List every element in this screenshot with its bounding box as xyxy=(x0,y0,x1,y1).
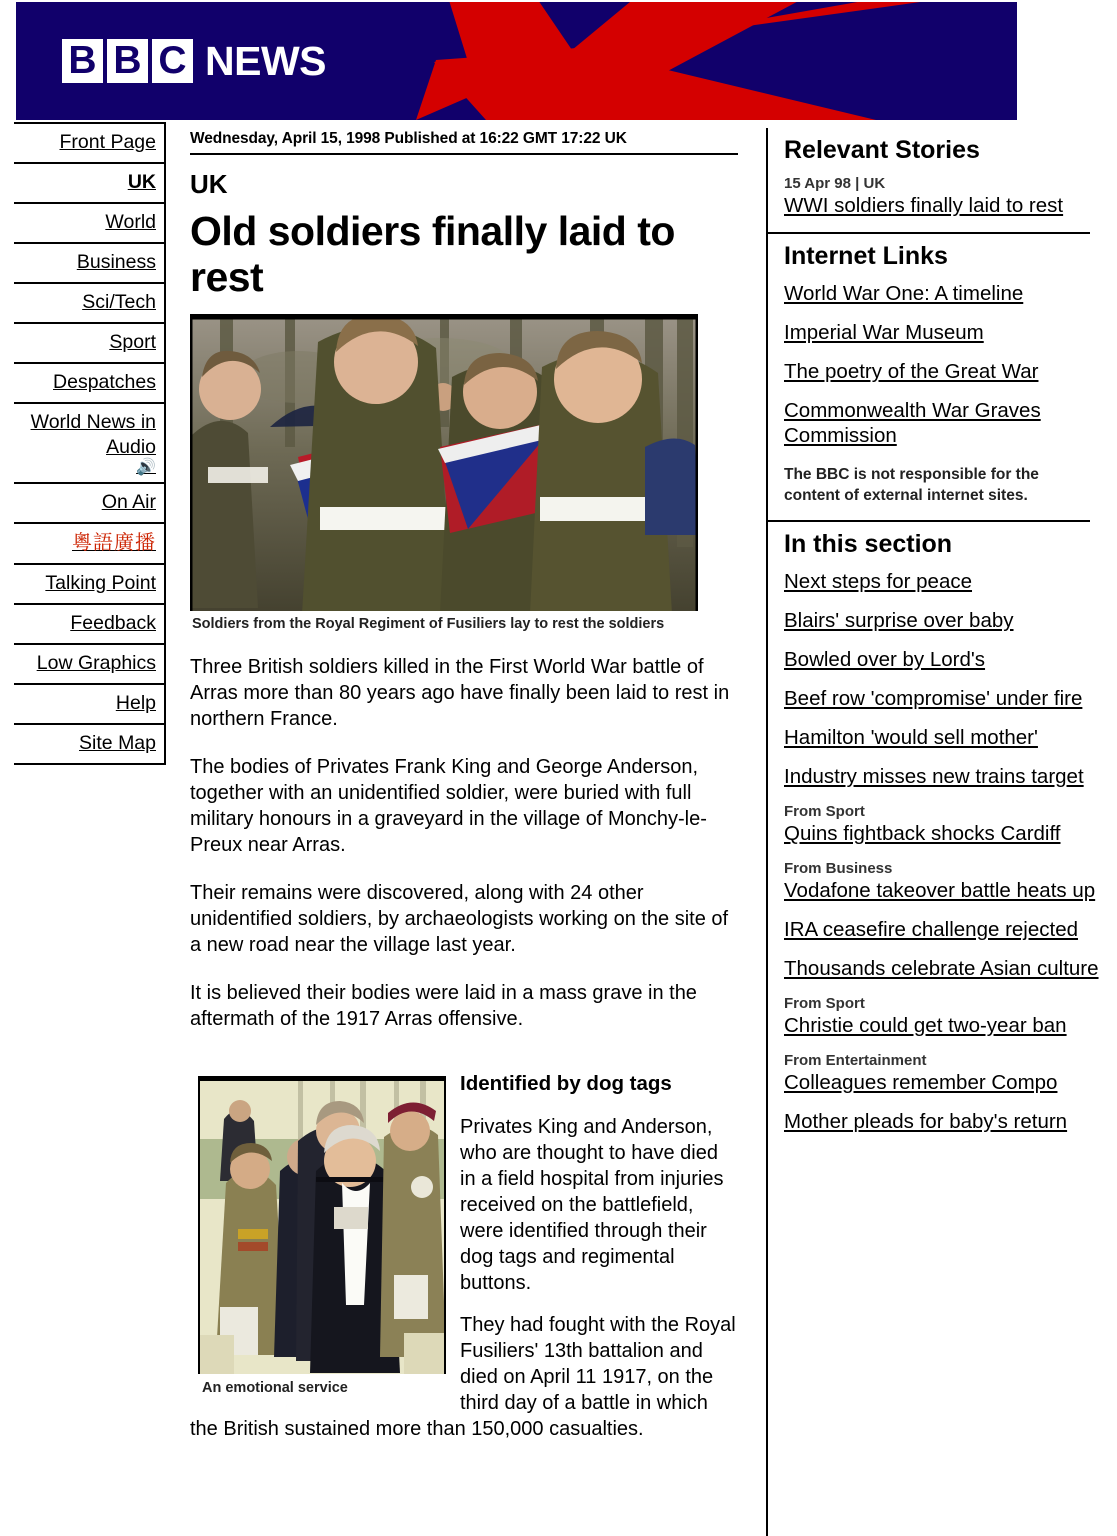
story-link[interactable]: Quins fightback shocks Cardiff xyxy=(784,822,1061,845)
sidebar-item-label: UK xyxy=(127,171,156,193)
sidebar-item-world-news-in-audio[interactable] xyxy=(14,404,164,484)
dog-tags-paragraph-2: They had fought with the Royal Fusiliers' 13th battalion and died on April 11 1917, on the third day of a battle in which the British sustained more than 150,000 casualties. xyxy=(190,1314,736,1440)
story-link[interactable]: Thousands celebrate Asian culture xyxy=(784,957,1099,980)
story-link[interactable]: WWI soldiers finally laid to rest xyxy=(784,194,1064,217)
sidebar-item-label: Low Graphics xyxy=(36,652,156,674)
news-wordmark: NEWS xyxy=(205,38,326,84)
story-link[interactable]: Industry misses new trains target xyxy=(784,765,1084,788)
sidebar-item-label: Despatches xyxy=(53,371,156,393)
external-links-disclaimer: The BBC is not responsible for the content of external internet sites. xyxy=(784,466,1039,504)
sidebar-item-label: Front Page xyxy=(59,131,156,153)
story-link[interactable]: Christie could get two-year ban xyxy=(784,1014,1067,1037)
sidebar-item-[interactable] xyxy=(14,524,164,565)
sidebar-item-sport[interactable] xyxy=(14,324,164,364)
sidebar-item-talking-point[interactable] xyxy=(14,565,164,605)
article-paragraph-2: The bodies of Privates Frank King and George Anderson, together with an unidentified soldier, were buried with full military honours in a graveyard in the village of Monchy-le-Preux near Arras. xyxy=(190,756,707,856)
sidebar-item-label: Feedback xyxy=(70,612,156,634)
story-meta: From Sport xyxy=(784,995,865,1012)
article-kicker: UK xyxy=(190,169,228,199)
story-meta: From Business xyxy=(784,860,893,877)
sidebar-item-label: Site Map xyxy=(79,732,156,754)
story-link[interactable]: Vodafone takeover battle heats up xyxy=(784,879,1096,902)
service-photo-caption: An emotional service xyxy=(202,1380,348,1396)
main-navigation xyxy=(14,122,166,765)
story-link[interactable]: Bowled over by Lord's xyxy=(784,648,986,671)
article-column xyxy=(190,130,738,1458)
section-divider xyxy=(768,232,1090,234)
sidebar-item-world[interactable] xyxy=(14,204,164,244)
sidebar-item-business[interactable] xyxy=(14,244,164,284)
sidebar-item-despatches[interactable] xyxy=(14,364,164,404)
sidebar-item-on-air[interactable] xyxy=(14,484,164,524)
sidebar-item-low-graphics[interactable] xyxy=(14,645,164,685)
funeral-photo-illustration xyxy=(190,317,698,611)
article-headline: Old soldiers finally laid to rest xyxy=(190,208,675,300)
story-link[interactable]: World War One: A timeline xyxy=(784,282,1024,305)
bbc-letter-c: C xyxy=(152,39,193,83)
sidebar-item-help[interactable] xyxy=(14,685,164,725)
bbc-letter-b2: B xyxy=(107,39,148,83)
story-link[interactable]: IRA ceasefire challenge rejected xyxy=(784,918,1079,941)
bbc-letter-b1: B xyxy=(62,39,103,83)
story-link[interactable]: Next steps for peace xyxy=(784,570,973,593)
article-paragraph-4: It is believed their bodies were laid in a mass grave in the aftermath of the 1917 Arras offensive. xyxy=(190,982,697,1030)
sidebar-item-label: Sci/Tech xyxy=(82,291,156,313)
story-link[interactable]: Imperial War Museum xyxy=(784,321,984,344)
story-link[interactable]: Blairs' surprise over baby xyxy=(784,609,1014,632)
sidebar-item-label: World xyxy=(105,211,156,233)
sidebar-item-label: Sport xyxy=(109,331,156,353)
sidebar-item-uk[interactable] xyxy=(14,164,164,204)
speaker-icon: 🔊 xyxy=(136,459,156,476)
story-link[interactable]: Beef row 'compromise' under fire xyxy=(784,687,1083,710)
in-this-section-heading: In this section xyxy=(784,530,953,558)
sidebar-item-label: Talking Point xyxy=(45,572,156,594)
article-dateline: Wednesday, April 15, 1998 Published at 16:22 GMT 17:22 UK xyxy=(190,130,738,155)
internet-links-heading: Internet Links xyxy=(784,242,948,270)
article-paragraph-3: Their remains were discovered, along with 24 other unidentified soldiers, by archaeologists working on the site of a new road near the village last year. xyxy=(190,882,729,956)
sidebar-item-feedback[interactable] xyxy=(14,605,164,645)
story-meta: 15 Apr 98 | UK xyxy=(784,175,886,192)
sidebar-item-label: World News in Audio xyxy=(30,411,156,458)
right-sidebar xyxy=(766,128,1106,1536)
sidebar-item-front-page[interactable] xyxy=(14,122,164,164)
section-divider xyxy=(768,520,1090,522)
story-link[interactable]: Commonwealth War Graves Commission xyxy=(784,399,1041,447)
relevant-stories-heading: Relevant Stories xyxy=(784,136,980,164)
bbc-news-banner xyxy=(16,2,1017,120)
dog-tags-section xyxy=(190,1072,738,1442)
story-link[interactable]: Hamilton 'would sell mother' xyxy=(784,726,1038,749)
story-meta: From Sport xyxy=(784,803,865,820)
story-link[interactable]: Colleagues remember Compo xyxy=(784,1071,1058,1094)
article-subheading: Identified by dog tags xyxy=(460,1072,672,1095)
story-link[interactable]: The poetry of the Great War xyxy=(784,360,1039,383)
story-link[interactable]: Mother pleads for baby's return xyxy=(784,1110,1068,1133)
sidebar-item-sci-tech[interactable] xyxy=(14,284,164,324)
service-photo xyxy=(198,1076,446,1374)
article-paragraph-1: Three British soldiers killed in the First World War battle of Arras more than 80 years ago have finally been laid to rest in northern France. xyxy=(190,656,730,730)
main-photo-caption: Soldiers from the Royal Regiment of Fusiliers lay to rest the soldiers xyxy=(192,616,665,632)
sidebar-item-label: Business xyxy=(76,251,156,273)
service-photo-illustration xyxy=(198,1079,446,1374)
dog-tags-paragraph-1: Privates King and Anderson, who are thought to have died in a field hospital from injuries received on the battlefield, were identified through their dog tags and regimental buttons. xyxy=(460,1116,724,1294)
sidebar-item-label: 粵語廣播 xyxy=(72,530,156,554)
bbc-logo[interactable] xyxy=(62,38,326,84)
sidebar-item-site-map[interactable] xyxy=(14,725,164,765)
sidebar-item-label: Help xyxy=(115,692,156,714)
story-meta: From Entertainment xyxy=(784,1052,927,1069)
sidebar-item-label: On Air xyxy=(101,491,156,513)
main-article-photo xyxy=(190,314,698,611)
